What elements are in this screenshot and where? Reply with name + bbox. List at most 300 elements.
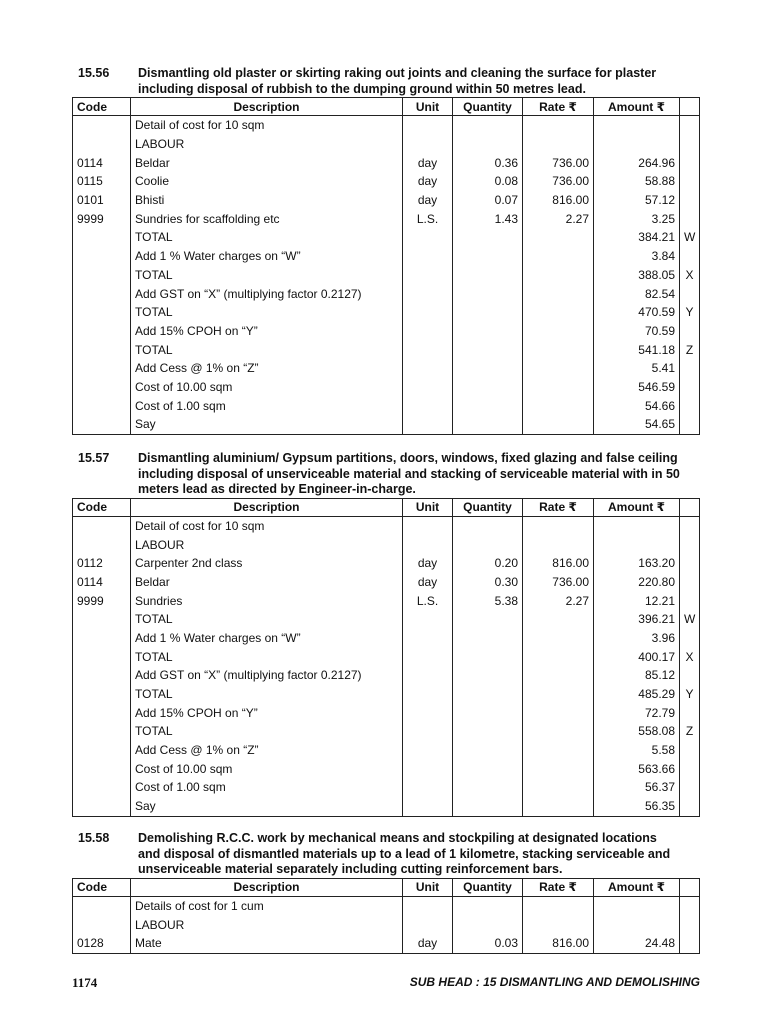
cell-description: Add GST on “X” (multiplying factor 0.2127) [131, 666, 403, 685]
cell-rate [523, 741, 594, 760]
item-title-line: including disposal of unserviceable material and stacking of serviceable material with in 50 [138, 466, 680, 481]
cell-rate [523, 535, 594, 554]
table-row [73, 266, 700, 285]
table-header-row [73, 98, 700, 116]
cell-quantity: 0.30 [453, 573, 523, 592]
cell-rate [523, 359, 594, 378]
cell-description: Detail of cost for 10 sqm [131, 516, 403, 535]
cell-rate: 816.00 [523, 191, 594, 210]
cell-code [73, 322, 131, 341]
cell-rate [523, 629, 594, 648]
table-row [73, 797, 700, 816]
cell-mark [680, 116, 700, 135]
cell-unit [403, 610, 453, 629]
cell-unit [403, 359, 453, 378]
cell-rate: 736.00 [523, 573, 594, 592]
cell-unit: day [403, 554, 453, 573]
cell-unit [403, 247, 453, 266]
cell-quantity [453, 340, 523, 359]
cell-code [73, 896, 131, 915]
cell-unit [403, 797, 453, 816]
cell-code [73, 915, 131, 934]
cell-code [73, 759, 131, 778]
cell-unit [403, 647, 453, 666]
cell-quantity: 0.07 [453, 191, 523, 210]
cell-code [73, 135, 131, 154]
cell-amount: 82.54 [594, 284, 680, 303]
table-row [73, 722, 700, 741]
table-row [73, 135, 700, 154]
cell-quantity [453, 741, 523, 760]
table-row [73, 778, 700, 797]
cell-amount [594, 135, 680, 154]
cell-amount: 70.59 [594, 322, 680, 341]
cell-rate [523, 685, 594, 704]
header-quantity: Quantity [453, 98, 523, 116]
table-row [73, 915, 700, 934]
table-row [73, 172, 700, 191]
cell-code [73, 340, 131, 359]
cell-mark [680, 591, 700, 610]
cell-code: 0114 [73, 153, 131, 172]
cell-quantity [453, 896, 523, 915]
cell-rate [523, 516, 594, 535]
table-row [73, 396, 700, 415]
cell-unit [403, 516, 453, 535]
table-row [73, 191, 700, 210]
item-title-line: Dismantling old plaster or skirting raking out joints and cleaning the surface for plaster [138, 66, 657, 80]
cell-unit [403, 415, 453, 434]
cell-code: 9999 [73, 591, 131, 610]
cell-mark [680, 934, 700, 953]
cell-description: Cost of 1.00 sqm [131, 396, 403, 415]
cell-description: Detail of cost for 10 sqm [131, 116, 403, 135]
cell-mark [680, 741, 700, 760]
cell-quantity: 1.43 [453, 209, 523, 228]
cell-quantity [453, 247, 523, 266]
cell-amount: 384.21 [594, 228, 680, 247]
cell-rate [523, 247, 594, 266]
cell-quantity [453, 359, 523, 378]
cell-quantity [453, 629, 523, 648]
header-rate: Rate ₹ [523, 498, 594, 516]
cell-rate [523, 896, 594, 915]
cell-amount: 163.20 [594, 554, 680, 573]
table-row [73, 209, 700, 228]
cell-unit [403, 778, 453, 797]
cell-mark [680, 703, 700, 722]
cell-quantity [453, 797, 523, 816]
item-heading [78, 831, 700, 878]
cell-description: Sundries [131, 591, 403, 610]
cell-amount: 72.79 [594, 703, 680, 722]
cell-description: Details of cost for 1 cum [131, 896, 403, 915]
cell-amount [594, 116, 680, 135]
table-row [73, 116, 700, 135]
cell-code: 0114 [73, 573, 131, 592]
cell-rate: 816.00 [523, 934, 594, 953]
cell-rate [523, 266, 594, 285]
cell-amount: 541.18 [594, 340, 680, 359]
cell-rate [523, 340, 594, 359]
cell-mark [680, 359, 700, 378]
cell-mark [680, 896, 700, 915]
cell-amount: 54.65 [594, 415, 680, 434]
cell-quantity: 0.03 [453, 934, 523, 953]
cell-code: 0101 [73, 191, 131, 210]
cell-amount: 470.59 [594, 303, 680, 322]
cell-rate [523, 303, 594, 322]
table-row [73, 303, 700, 322]
table-row [73, 896, 700, 915]
cell-description: Beldar [131, 153, 403, 172]
cell-amount [594, 896, 680, 915]
cell-mark [680, 209, 700, 228]
item-title-line: and disposal of dismantled materials up to a lead of 1 kilometre, stacking serviceable and [138, 846, 671, 861]
cell-code [73, 778, 131, 797]
cell-amount: 558.08 [594, 722, 680, 741]
cell-unit [403, 396, 453, 415]
cell-rate [523, 396, 594, 415]
table-row [73, 247, 700, 266]
table-row [73, 741, 700, 760]
cell-unit [403, 685, 453, 704]
cell-quantity [453, 516, 523, 535]
cell-rate: 816.00 [523, 554, 594, 573]
header-unit: Unit [403, 878, 453, 896]
header-description: Description [131, 98, 403, 116]
cell-description: TOTAL [131, 610, 403, 629]
cell-code [73, 303, 131, 322]
table-row [73, 415, 700, 434]
cell-mark: Z [680, 340, 700, 359]
cell-unit: day [403, 153, 453, 172]
cell-quantity [453, 322, 523, 341]
cell-unit: L.S. [403, 209, 453, 228]
cell-code [73, 378, 131, 397]
cell-rate [523, 610, 594, 629]
table-row [73, 516, 700, 535]
cell-unit [403, 759, 453, 778]
cell-rate [523, 322, 594, 341]
item-15-56 [72, 66, 700, 435]
cell-mark [680, 415, 700, 434]
cell-description: Say [131, 415, 403, 434]
cell-code [73, 741, 131, 760]
cell-rate: 736.00 [523, 172, 594, 191]
cell-description: Add GST on “X” (multiplying factor 0.2127) [131, 284, 403, 303]
cell-unit [403, 266, 453, 285]
cell-code [73, 359, 131, 378]
header-unit: Unit [403, 98, 453, 116]
cell-rate [523, 666, 594, 685]
cell-description: TOTAL [131, 303, 403, 322]
cell-mark: Y [680, 303, 700, 322]
cell-mark [680, 322, 700, 341]
cell-mark [680, 915, 700, 934]
cell-description: LABOUR [131, 135, 403, 154]
cell-description: Sundries for scaffolding etc [131, 209, 403, 228]
cell-description: Say [131, 797, 403, 816]
cell-mark [680, 554, 700, 573]
cell-quantity: 0.20 [453, 554, 523, 573]
sub-head-title: SUB HEAD : 15 DISMANTLING AND DEMOLISHING [409, 975, 700, 989]
table-row [73, 685, 700, 704]
cell-amount: 546.59 [594, 378, 680, 397]
item-number: 15.57 [78, 451, 110, 465]
cell-amount [594, 915, 680, 934]
cell-quantity [453, 535, 523, 554]
cell-code [73, 116, 131, 135]
cell-mark [680, 759, 700, 778]
cell-description: Beldar [131, 573, 403, 592]
cell-unit [403, 915, 453, 934]
cell-unit: day [403, 191, 453, 210]
cell-mark: W [680, 610, 700, 629]
table-row [73, 340, 700, 359]
cell-quantity: 5.38 [453, 591, 523, 610]
cell-quantity [453, 378, 523, 397]
cell-code [73, 666, 131, 685]
cell-unit: day [403, 934, 453, 953]
header-mark [680, 98, 700, 116]
cell-rate [523, 284, 594, 303]
cell-mark [680, 629, 700, 648]
cell-description: Bhisti [131, 191, 403, 210]
cell-unit [403, 722, 453, 741]
table-header-row [73, 498, 700, 516]
cell-amount: 485.29 [594, 685, 680, 704]
cell-unit: day [403, 172, 453, 191]
header-unit: Unit [403, 498, 453, 516]
item-heading [78, 66, 700, 97]
table-row [73, 284, 700, 303]
cell-unit [403, 629, 453, 648]
cost-table [72, 498, 700, 817]
table-row [73, 759, 700, 778]
cell-code [73, 228, 131, 247]
cell-description: TOTAL [131, 340, 403, 359]
cell-code: 0112 [73, 554, 131, 573]
cell-mark [680, 573, 700, 592]
cell-code [73, 516, 131, 535]
cell-code [73, 396, 131, 415]
cell-quantity [453, 759, 523, 778]
header-quantity: Quantity [453, 878, 523, 896]
cell-code [73, 797, 131, 816]
header-amount: Amount ₹ [594, 878, 680, 896]
cell-amount: 58.88 [594, 172, 680, 191]
cell-amount [594, 535, 680, 554]
item-title-line: including disposal of rubbish to the dumping ground within 50 metres lead. [138, 81, 586, 96]
table-row [73, 322, 700, 341]
header-amount: Amount ₹ [594, 98, 680, 116]
cell-amount: 3.84 [594, 247, 680, 266]
cell-amount [594, 516, 680, 535]
item-15-58 [72, 831, 700, 954]
cell-quantity [453, 228, 523, 247]
cell-mark [680, 516, 700, 535]
cell-mark: X [680, 647, 700, 666]
cell-mark [680, 172, 700, 191]
cell-amount: 396.21 [594, 610, 680, 629]
cell-description: Add 1 % Water charges on “W” [131, 247, 403, 266]
header-rate: Rate ₹ [523, 878, 594, 896]
cell-mark [680, 778, 700, 797]
cell-mark [680, 284, 700, 303]
table-row [73, 610, 700, 629]
cell-rate [523, 915, 594, 934]
cell-description: Cost of 10.00 sqm [131, 759, 403, 778]
cell-rate [523, 722, 594, 741]
cell-amount: 57.12 [594, 191, 680, 210]
cell-quantity [453, 915, 523, 934]
cell-quantity [453, 647, 523, 666]
cell-description: LABOUR [131, 915, 403, 934]
cell-quantity [453, 116, 523, 135]
cell-description: Cost of 1.00 sqm [131, 778, 403, 797]
cell-code: 0128 [73, 934, 131, 953]
cost-table [72, 97, 700, 435]
cell-amount: 220.80 [594, 573, 680, 592]
header-code: Code [73, 98, 131, 116]
cell-quantity [453, 685, 523, 704]
cell-code [73, 535, 131, 554]
cell-rate [523, 228, 594, 247]
table-header-row [73, 878, 700, 896]
cell-rate [523, 378, 594, 397]
cell-unit: L.S. [403, 591, 453, 610]
cell-code [73, 685, 131, 704]
cell-mark: Z [680, 722, 700, 741]
cell-rate [523, 797, 594, 816]
cell-unit [403, 228, 453, 247]
cell-quantity [453, 266, 523, 285]
table-row [73, 153, 700, 172]
cell-description: Add Cess @ 1% on “Z” [131, 359, 403, 378]
cell-unit [403, 116, 453, 135]
cell-unit: day [403, 573, 453, 592]
cell-rate [523, 116, 594, 135]
header-description: Description [131, 878, 403, 896]
item-15-57 [72, 451, 700, 817]
header-code: Code [73, 498, 131, 516]
cell-unit [403, 284, 453, 303]
cell-amount: 400.17 [594, 647, 680, 666]
cell-amount: 5.41 [594, 359, 680, 378]
cell-code [73, 610, 131, 629]
cost-table [72, 878, 700, 954]
cell-mark [680, 247, 700, 266]
cell-unit [403, 322, 453, 341]
cell-description: Add 15% CPOH on “Y” [131, 322, 403, 341]
table-row [73, 647, 700, 666]
cell-amount: 12.21 [594, 591, 680, 610]
cell-rate [523, 647, 594, 666]
cell-mark [680, 191, 700, 210]
cell-mark [680, 666, 700, 685]
cell-description: Carpenter 2nd class [131, 554, 403, 573]
cell-code [73, 284, 131, 303]
item-title-line: meters lead as directed by Engineer-in-charge. [138, 482, 416, 496]
item-title [138, 66, 694, 97]
cell-mark [680, 378, 700, 397]
cell-amount: 54.66 [594, 396, 680, 415]
cell-rate [523, 415, 594, 434]
cell-unit [403, 535, 453, 554]
table-row [73, 703, 700, 722]
cell-mark: W [680, 228, 700, 247]
cell-rate: 2.27 [523, 591, 594, 610]
cell-description: Cost of 10.00 sqm [131, 378, 403, 397]
cell-code [73, 247, 131, 266]
item-title-line: Demolishing R.C.C. work by mechanical means and stockpiling at designated locations [138, 831, 657, 845]
cell-description: Add 1 % Water charges on “W” [131, 629, 403, 648]
header-amount: Amount ₹ [594, 498, 680, 516]
cell-quantity [453, 666, 523, 685]
cell-rate [523, 135, 594, 154]
cell-description: TOTAL [131, 228, 403, 247]
table-row [73, 378, 700, 397]
table-row [73, 554, 700, 573]
cell-description: Add Cess @ 1% on “Z” [131, 741, 403, 760]
cell-mark [680, 135, 700, 154]
cell-quantity [453, 303, 523, 322]
cell-unit [403, 666, 453, 685]
table-row [73, 591, 700, 610]
item-number: 15.58 [78, 831, 110, 845]
item-title-line: Dismantling aluminium/ Gypsum partitions, doors, windows, fixed glazing and false ceiling [138, 451, 678, 465]
cell-unit [403, 135, 453, 154]
cell-amount: 5.58 [594, 741, 680, 760]
header-rate: Rate ₹ [523, 98, 594, 116]
cell-unit [403, 703, 453, 722]
cell-quantity [453, 722, 523, 741]
cell-description: TOTAL [131, 685, 403, 704]
cell-quantity [453, 778, 523, 797]
cell-rate [523, 778, 594, 797]
table-row [73, 535, 700, 554]
item-heading [78, 451, 700, 498]
cell-amount: 56.35 [594, 797, 680, 816]
header-description: Description [131, 498, 403, 516]
cell-code [73, 266, 131, 285]
cell-rate [523, 703, 594, 722]
cell-description: TOTAL [131, 722, 403, 741]
cell-amount: 3.96 [594, 629, 680, 648]
cell-code [73, 647, 131, 666]
cell-rate [523, 759, 594, 778]
cell-mark [680, 535, 700, 554]
cell-amount: 56.37 [594, 778, 680, 797]
cell-quantity [453, 415, 523, 434]
cell-code [73, 722, 131, 741]
cell-unit [403, 340, 453, 359]
cell-description: Coolie [131, 172, 403, 191]
cell-code [73, 629, 131, 648]
cell-quantity: 0.36 [453, 153, 523, 172]
table-row [73, 629, 700, 648]
cell-amount: 388.05 [594, 266, 680, 285]
cell-amount: 3.25 [594, 209, 680, 228]
cell-unit [403, 741, 453, 760]
cell-amount: 264.96 [594, 153, 680, 172]
cell-unit [403, 378, 453, 397]
cell-code: 0115 [73, 172, 131, 191]
cell-rate: 736.00 [523, 153, 594, 172]
cell-mark: Y [680, 685, 700, 704]
header-mark [680, 878, 700, 896]
